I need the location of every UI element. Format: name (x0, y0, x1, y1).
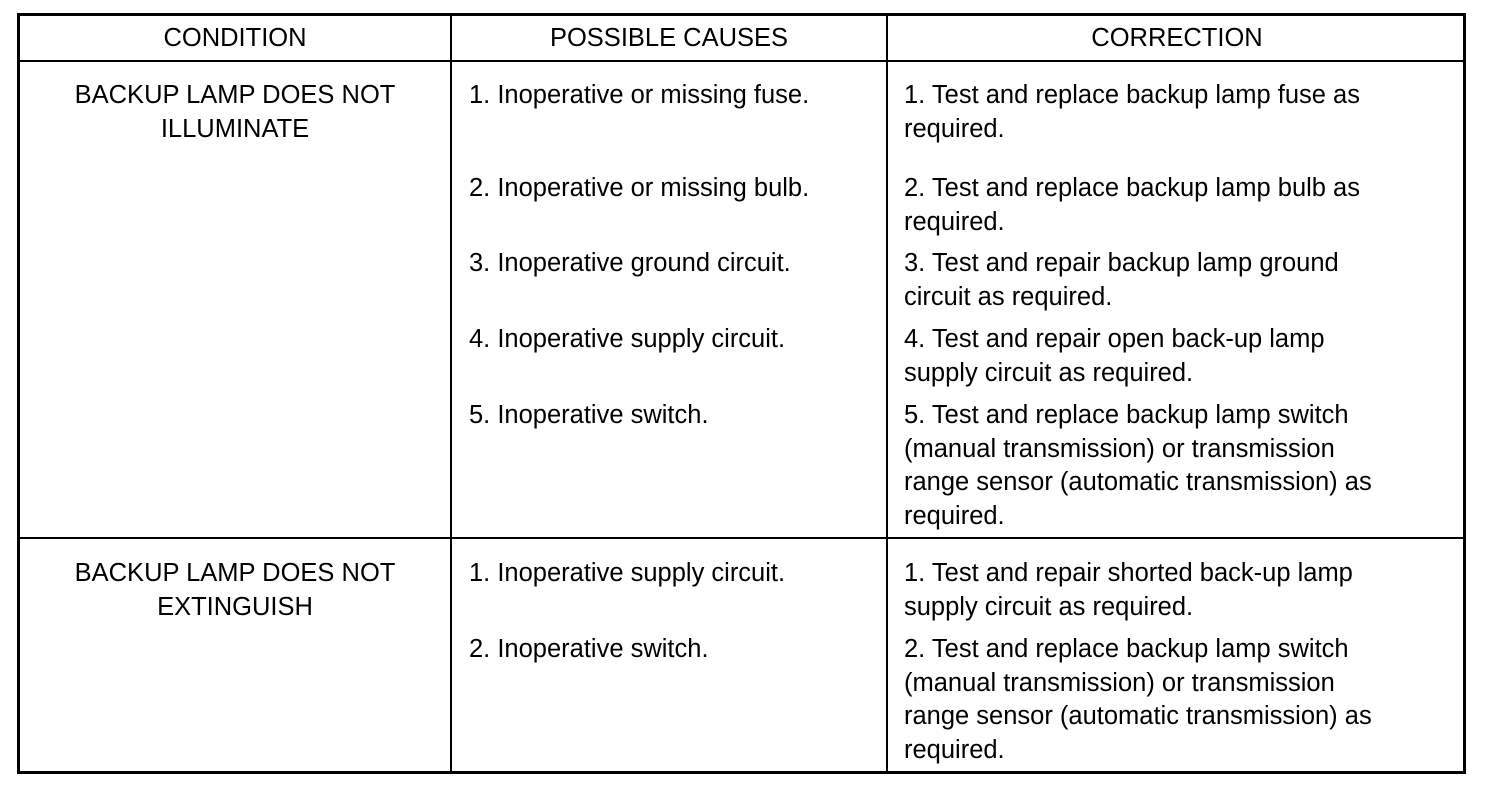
column-divider (886, 16, 888, 771)
correction-line: (manual transmission) or transmission (904, 434, 1335, 463)
cause-item: 4. Inoperative supply circuit. (469, 325, 786, 353)
correction-item (904, 172, 1360, 239)
correction-line: 2. Test and replace backup lamp bulb as (904, 174, 1360, 202)
correction-line: circuit as required. (904, 282, 1113, 311)
correction-line: (manual transmission) or transmission (904, 668, 1335, 697)
header-possible-causes: POSSIBLE CAUSES (549, 24, 789, 52)
condition-line: EXTINGUISH (157, 592, 313, 621)
cause-item: 3. Inoperative ground circuit. (469, 249, 791, 277)
condition-line: BACKUP LAMP DOES NOT (74, 81, 396, 109)
correction-line: 1. Test and replace backup lamp fuse as (904, 81, 1360, 109)
correction-line: range sensor (automatic transmission) as (904, 702, 1372, 730)
header-correction: CORRECTION (1091, 24, 1263, 52)
header-condition: CONDITION (163, 24, 307, 52)
diagnosis-table (17, 13, 1466, 774)
correction-line: required. (904, 114, 1005, 143)
correction-line: 3. Test and repair backup lamp ground (904, 249, 1339, 277)
correction-item (904, 557, 1353, 624)
correction-line: required. (904, 501, 1005, 530)
correction-line: 5. Test and replace backup lamp switch (904, 401, 1349, 429)
correction-item (904, 79, 1360, 146)
correction-item (904, 323, 1325, 390)
column-divider (450, 16, 452, 771)
correction-line: range sensor (automatic transmission) as (904, 468, 1372, 496)
condition-cell (20, 557, 450, 624)
condition-line: BACKUP LAMP DOES NOT (74, 559, 396, 587)
correction-line: 1. Test and repair shorted back-up lamp (904, 559, 1353, 587)
correction-line: supply circuit as required. (904, 592, 1194, 621)
correction-line: supply circuit as required. (904, 358, 1194, 387)
correction-line: required. (904, 207, 1005, 236)
correction-item (904, 633, 1372, 767)
correction-line: 2. Test and replace backup lamp switch (904, 635, 1349, 663)
correction-line: 4. Test and repair open back-up lamp (904, 325, 1325, 353)
condition-cell (20, 79, 450, 146)
header-divider (20, 60, 1463, 62)
cause-item: 1. Inoperative or missing fuse. (469, 81, 810, 109)
cause-item: 1. Inoperative supply circuit. (469, 559, 786, 587)
row-divider (20, 537, 1463, 539)
cause-item: 2. Inoperative switch. (469, 635, 709, 663)
correction-item (904, 399, 1372, 533)
correction-line: required. (904, 735, 1005, 764)
condition-line: ILLUMINATE (160, 114, 310, 143)
correction-item (904, 247, 1339, 314)
cause-item: 2. Inoperative or missing bulb. (469, 174, 810, 202)
cause-item: 5. Inoperative switch. (469, 401, 709, 429)
